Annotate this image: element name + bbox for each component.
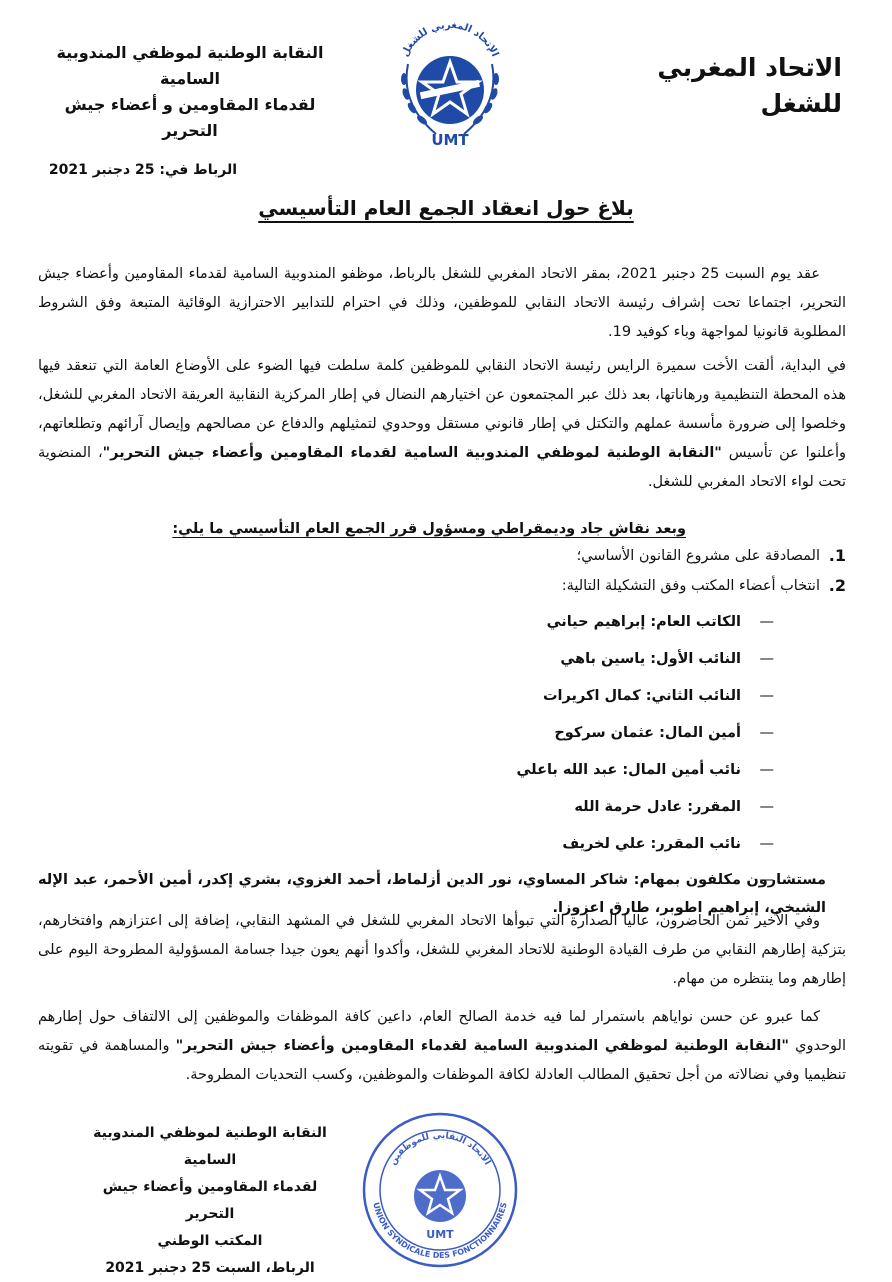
svg-text:الاتحاد النقابي للموظفين bbox=[388, 1131, 492, 1167]
decisions-section bbox=[38, 541, 846, 922]
paragraph-1 bbox=[38, 260, 846, 347]
dateline: الرباط في: 25 دجنبر 2021 bbox=[48, 162, 237, 178]
bureau-member: — النائب الأول: ياسين باهي bbox=[38, 644, 846, 674]
decision-item bbox=[38, 571, 846, 601]
decisions-list bbox=[38, 541, 846, 601]
signature-line3: المكتب الوطني bbox=[157, 1233, 263, 1249]
bureau-member: — النائب الثاني: كمال اكريرات bbox=[38, 681, 846, 711]
decision-number: 2. bbox=[828, 576, 846, 595]
paragraph-2-end: ، المنضوية تحت لواء الاتحاد المغربي للشغل. bbox=[38, 445, 846, 490]
bureau-member: — نائب المقرر: علي لخريف bbox=[38, 829, 846, 859]
decision-text: انتخاب أعضاء المكتب وفق التشكيلة التالية: bbox=[561, 578, 820, 594]
bureau-member: — أمين المال: عثمان سركوح bbox=[38, 718, 846, 748]
header-union-line2: لقدماء المقاومين و أعضاء جيش التحرير bbox=[64, 95, 316, 140]
paragraph-2-text bbox=[38, 352, 846, 497]
paragraph-4-end: والمساهمة في تقويته تنظيميا وفي نضالاته من أجل تحقيق المطالب العادلة لكافة الموظفات والموظفين، وكسب التحديات المطروحة. bbox=[38, 1038, 846, 1083]
document-title-wrapper bbox=[0, 196, 892, 220]
signature-line4: الرباط، السبت 25 دجنبر 2021 bbox=[105, 1260, 315, 1276]
paragraph-1-text: عقد يوم السبت 25 دجنبر 2021، بمقر الاتحاد المغربي للشغل بالرباط، موظفو المندوبية السامية لقدماء المقاومين وأعضاء جيش التحرير، اجتماعا تحت إشراف رئيسة الاتحاد النقابي للموظفين، وذلك في احترام للتدابير الاحترازية الوقائية المتبعة وفق الشروط المطلوبة قانونيا لمواجهة وباء كوفيد 19. bbox=[38, 266, 846, 340]
header-union-name bbox=[40, 40, 340, 144]
decision-intro-wrapper bbox=[38, 515, 846, 544]
signature-line1: النقابة الوطنية لموظفي المندوبية السامية bbox=[93, 1125, 327, 1168]
decision-intro: وبعد نقاش جاد وديمقراطي ومسؤول قرر الجمع العام التأسيسي ما يلي: bbox=[172, 521, 686, 537]
paragraph-3-text: وفي الأخير ثمن الحاضرون، عاليا الصدارة التي تبوأها الاتحاد المغربي للشغل في المشهد النقابي، إضافة إلى اعتزازهم وافتخارهم، بتزكية إطارهم النقابي من طرف القيادة الوطنية للاتحاد المغربي للشغل، وأكدوا أنهم يعون جيدا جسامة المسؤولية المطروحة اليوم على إطارهم وما ينتظره من مهام. bbox=[38, 913, 846, 987]
decision-number: 1. bbox=[828, 546, 846, 565]
logo-umt-text: UMT bbox=[431, 131, 469, 149]
paragraph-2-union-name: "النقابة الوطنية لموظفي المندوبية السامية لقدماء المقاومين وأعضاء جيش التحرير" bbox=[102, 445, 722, 461]
signature-line2: لقدماء المقاومين وأعضاء جيش التحرير bbox=[102, 1179, 318, 1222]
svg-text:الإتحاد المغربي للشغل bbox=[400, 20, 500, 59]
paragraph-2-start: في البداية، ألقت الأخت سميرة الرايس رئيسة الاتحاد النقابي للموظفين كلمة سلطت فيها الضوء على الأوضاع العامة التي تنعقد فيها هذه المحطة التنظيمية ورهاناتها، بعد ذلك عبر المجتمعون عن اختيارهم النضال في إطار المركزية النقابية العريقة الاتحاد المغربي للشغل، وخلصوا إلى ضرورة مأسسة عملهم والتكتل في إطار قانوني مستقل ووحدوي لتمثيلهم والدفاع عن مصالحهم وإيصال آرائهم وتطلعاتهم، وأعلنوا عن تأسيس bbox=[38, 358, 846, 461]
paragraph-4 bbox=[38, 1003, 846, 1090]
header-union-line1: النقابة الوطنية لموظفي المندوبية السامية bbox=[56, 43, 324, 88]
bureau-member: — الكاتب العام: إبراهيم حياني bbox=[38, 607, 846, 637]
paragraph-2 bbox=[38, 352, 846, 497]
bureau-member: — مستشارون مكلفون بمهام: شاكر المساوي، نور الدين أزلماط، أحمد الغزوي، بشري إكدر، أمين الأحمر، عبد الإله الشيخي، إبراهيم اطوبر، طارق اعزوزا. bbox=[38, 866, 846, 922]
paragraph-3 bbox=[38, 907, 846, 994]
decision-text: المصادقة على مشروع القانون الأساسي؛ bbox=[576, 548, 820, 564]
bureau-member: — المقرر: عادل حرمة الله bbox=[38, 792, 846, 822]
signature-block bbox=[80, 1120, 340, 1282]
document-title: بلاغ حول انعقاد الجمع العام التأسيسي bbox=[258, 196, 634, 220]
umt-logo-icon bbox=[386, 4, 514, 152]
stamp-arc-text: الاتحاد النقابي للموظفين bbox=[388, 1130, 492, 1168]
paragraph-4-text bbox=[38, 1003, 846, 1090]
paragraph-4-union-name: "النقابة الوطنية لموظفي المندوبية السامية لقدماء المقاومين وأعضاء جيش التحرير" bbox=[175, 1038, 789, 1054]
header-org-name: الاتحاد المغربي للشغل bbox=[657, 53, 842, 118]
bureau-list bbox=[38, 607, 846, 922]
bureau-member: — نائب أمين المال: عبد الله باعلي bbox=[38, 755, 846, 785]
stamp-umt-text: UMT bbox=[426, 1228, 454, 1241]
decision-item bbox=[38, 541, 846, 571]
stamp-rim-text: UNION SYNDICALE DES FONCTIONNAIRES bbox=[371, 1201, 509, 1261]
logo-arc-text: الإتحاد المغربي للشغل bbox=[399, 19, 501, 59]
union-stamp-icon bbox=[360, 1110, 520, 1270]
paragraph-4-start: كما عبرو عن حسن نواياهم باستمرار لما فيه خدمة الصالح العام، داعين كافة الموظفات والموظفين إلى الالتفاف حول إطارهم الوحدوي bbox=[38, 1009, 846, 1054]
